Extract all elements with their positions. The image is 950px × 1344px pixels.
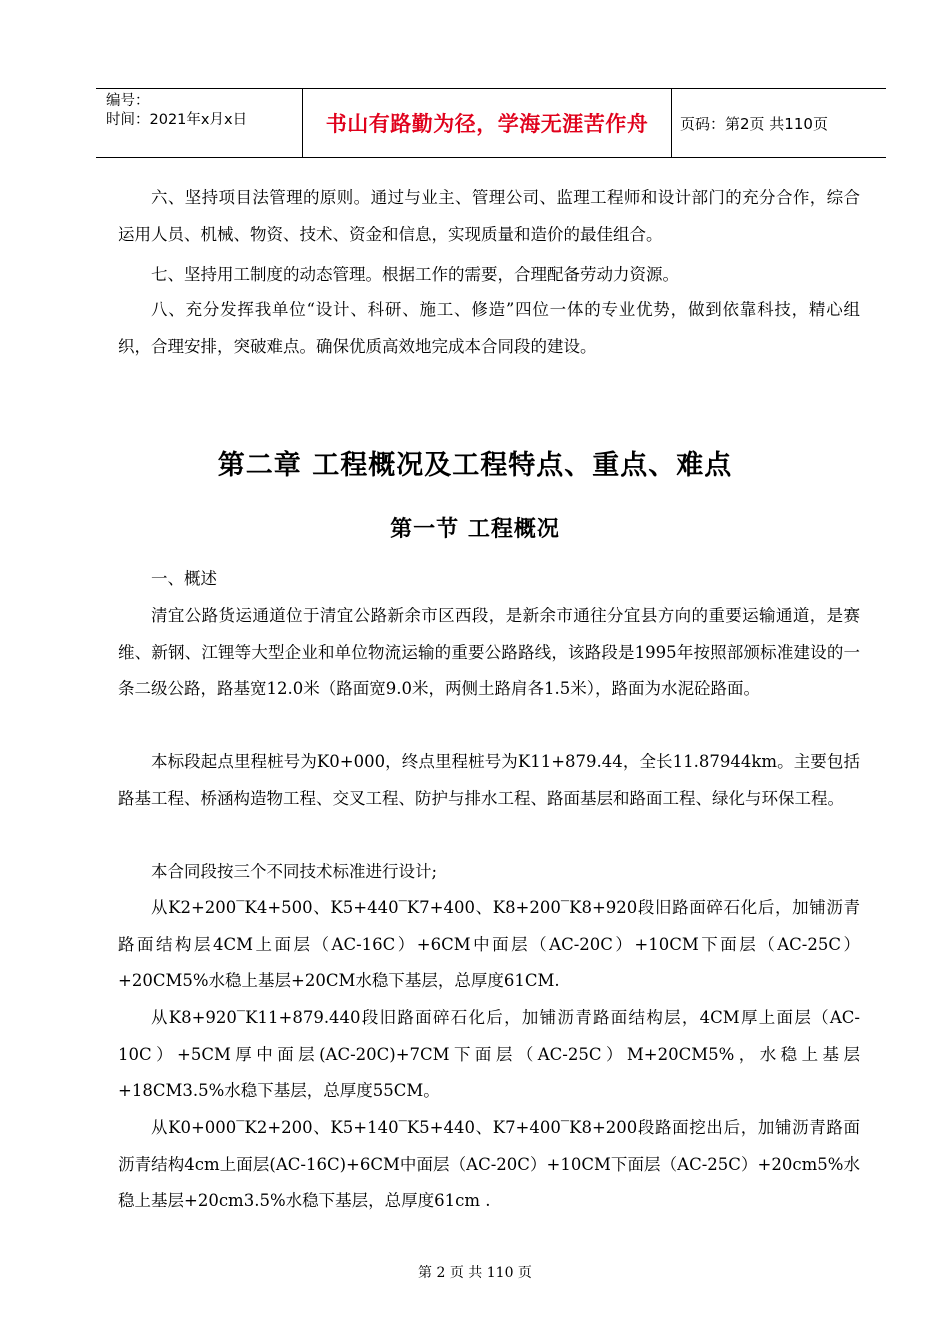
header-info-cell — [96, 89, 303, 157]
document-number-label: 编号： — [106, 93, 150, 109]
section-title: 第一节 工程概况 — [390, 517, 560, 542]
page-header — [96, 88, 886, 158]
intro-paragraph-7: 七、坚持用工制度的动态管理。根据工作的需要，合理配备劳动力资源。 — [151, 265, 679, 284]
page-footer: 第 2 页 共 110 页 — [418, 1265, 532, 1281]
overview-paragraph-1: 清宜公路货运通道位于清宜公路新余市区西段，是新余市通往分宜县方向的重要运输通道，是赛维、新钢、江锂等大型企业和单位物流运输的重要公路路线，该路段是1995年按照部颁标准建设的一条二级公路，路基宽12.0米（路面宽9.0米，两侧土路肩各1.5米），路面为水泥砼路面。 — [118, 606, 860, 698]
overview-paragraph-4: 从K2+200‾K4+500、K5+440‾K7+400、K8+200‾K8+920段旧路面碎石化后，加铺沥青路面结构层4CM上面层（AC-16C）+6CM中面层（AC-20C）+10CM下面层（AC-25C）+20CM5%水稳上基层+20CM水稳下基层，总厚度61CM. — [118, 898, 860, 990]
chapter-title: 第二章 工程概况及工程特点、重点、难点 — [217, 450, 733, 481]
intro-paragraph-8: 八、充分发挥我单位“设计、科研、施工、修造”四位一体的专业优势，做到依靠科技，精心组织，合理安排，突破难点。确保优质高效地完成本合同段的建设。 — [118, 300, 860, 356]
header-page-info: 页码：第2页 共110页 — [680, 114, 828, 133]
document-time-label: 时间：2021年x月x日 — [106, 112, 248, 128]
overview-paragraph-2: 本标段起点里程桩号为K0+000，终点里程桩号为K11+879.44，全长11.87944km。主要包括路基工程、桥涵构造物工程、交叉工程、防护与排水工程、路面基层和路面工程、绿化与环保工程。 — [118, 752, 860, 808]
overview-subheading: 一、概述 — [151, 569, 217, 588]
intro-paragraph-6: 六、坚持项目法管理的原则。通过与业主、管理公司、监理工程师和设计部门的充分合作，综合运用人员、机械、物资、技术、资金和信息，实现质量和造价的最佳组合。 — [118, 188, 860, 244]
overview-paragraph-3: 本合同段按三个不同技术标准进行设计; — [151, 862, 438, 881]
overview-paragraph-6: 从K0+000‾K2+200、K5+140‾K5+440、K7+400‾K8+200段路面挖出后，加铺沥青路面沥青结构4cm上面层(AC-16C)+6CM中面层（AC-20C）+10CM下面层（AC-25C）+20cm5%水稳上基层+20cm3.5%水稳下基层，总厚度61cm . — [118, 1118, 860, 1210]
overview-paragraph-5: 从K8+920‾K11+879.440段旧路面碎石化后，加铺沥青路面结构层，4CM厚上面层（AC-10C）+5CM厚中面层(AC-20C)+7CM下面层（AC-25C）M+20CM5%，水稳上基层+18CM3.5%水稳下基层，总厚度55CM。 — [118, 1008, 860, 1100]
header-motto: 书山有路勤为径，学海无涯苦作舟 — [303, 89, 672, 157]
